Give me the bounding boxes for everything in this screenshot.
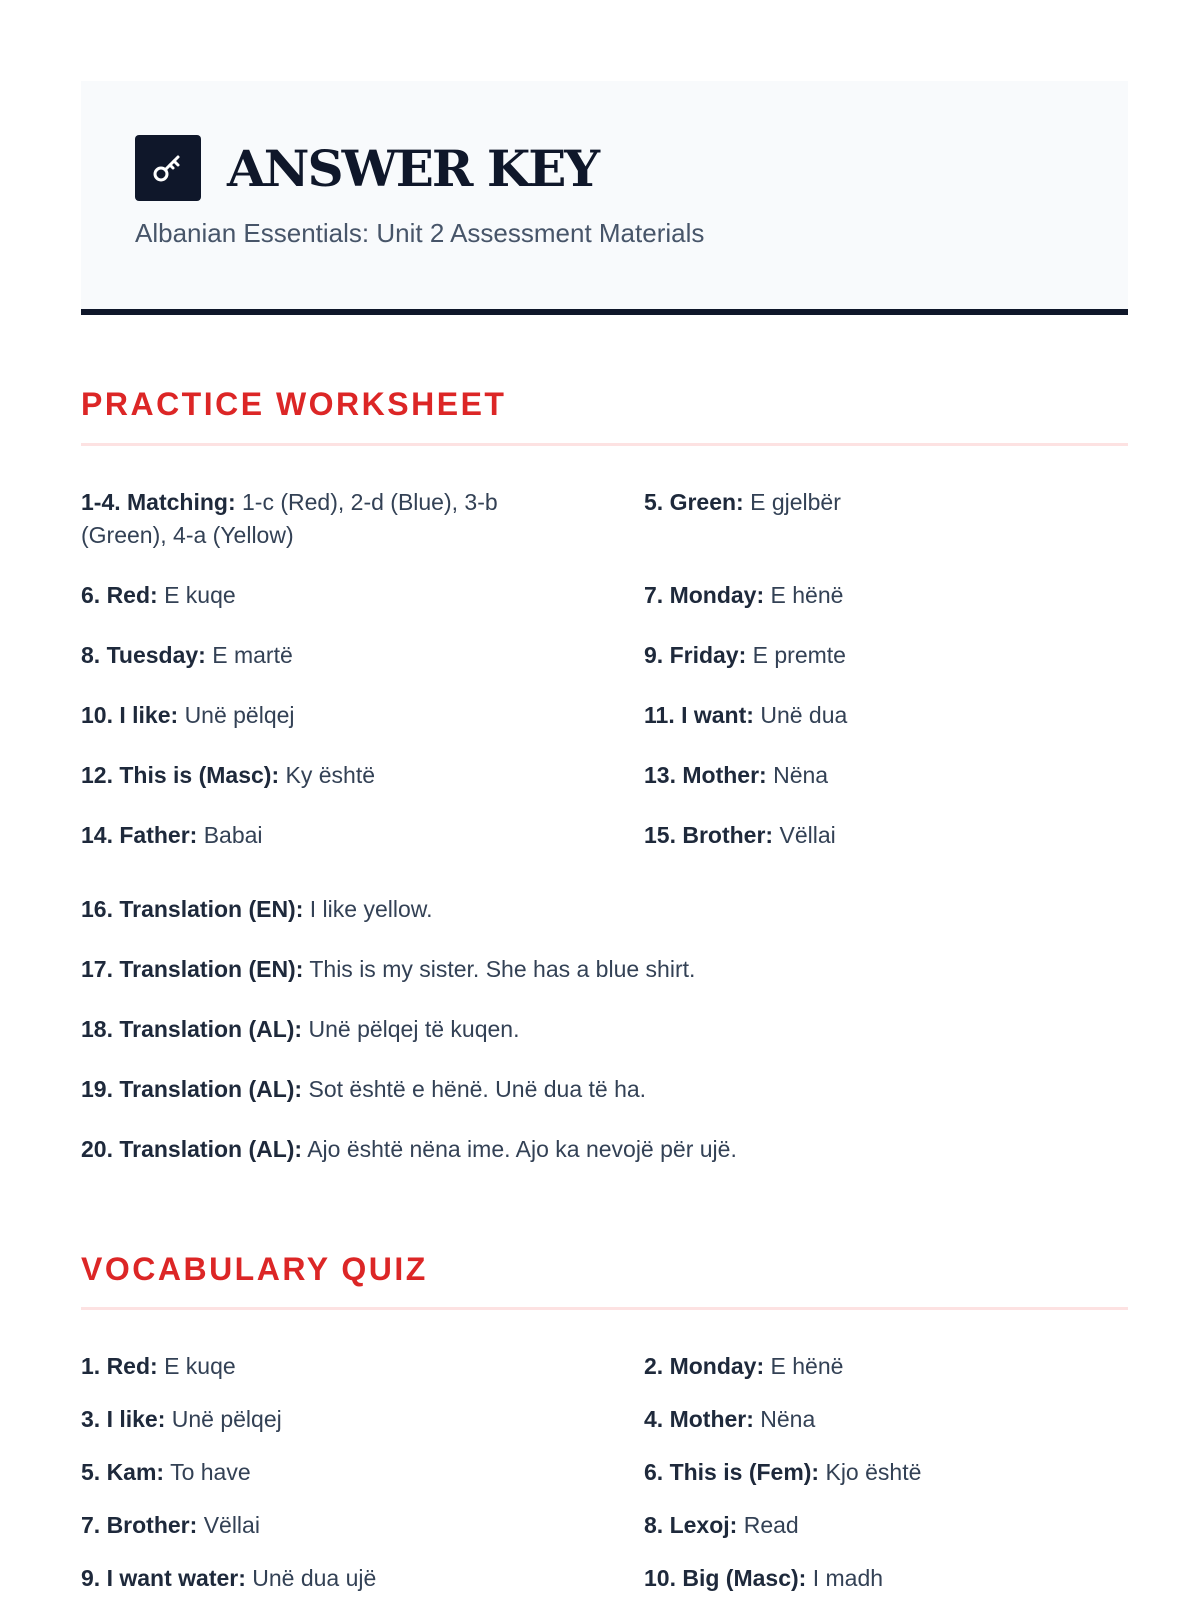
quiz-item-2 (644, 1350, 1128, 1383)
item-label: 18. Translation (AL): (81, 1016, 303, 1042)
practice-item-17 (81, 953, 1128, 986)
item-label: 17. Translation (EN): (81, 956, 304, 982)
item-label: 15. Brother: (644, 822, 774, 848)
quiz-item-6 (644, 1456, 1128, 1489)
item-label: 8. Lexoj: (644, 1512, 738, 1538)
item-label: 4. Mother: (644, 1406, 754, 1432)
item-answer: I madh (812, 1565, 884, 1591)
page-title: ANSWER KEY (227, 139, 599, 198)
item-answer: Unë pëlqej (171, 1406, 282, 1432)
item-answer: Kjo është (825, 1459, 922, 1485)
item-label: 19. Translation (AL): (81, 1076, 303, 1102)
item-answer: This is my sister. She has a blue shirt. (309, 956, 696, 982)
quiz-section-divider (81, 1307, 1128, 1310)
item-answer: Vëllai (779, 822, 836, 848)
item-answer: Unë pëlqej (184, 702, 295, 728)
practice-item-7 (644, 579, 1128, 612)
item-answer: E martë (212, 642, 293, 668)
page-header (81, 81, 1128, 315)
item-label: 13. Mother: (644, 762, 767, 788)
item-answer: Unë dua ujë (252, 1565, 377, 1591)
practice-item-16 (81, 893, 1128, 926)
practice-item-13 (644, 759, 1128, 792)
practice-item-14 (81, 819, 561, 852)
quiz-item-1 (81, 1350, 561, 1383)
practice-item-20 (81, 1133, 1128, 1166)
item-label: 5. Green: (644, 489, 744, 515)
item-label: 11. I want: (644, 702, 754, 728)
item-label: 1. Red: (81, 1353, 158, 1379)
item-answer: I like yellow. (309, 896, 433, 922)
item-answer: Read (743, 1512, 799, 1538)
item-label: 1-4. Matching: (81, 489, 236, 515)
item-answer: E hënë (770, 1353, 844, 1379)
item-answer: E hënë (770, 582, 844, 608)
item-label: 3. I like: (81, 1406, 166, 1432)
practice-item-10 (81, 699, 561, 732)
item-answer: E premte (752, 642, 846, 668)
quiz-item-3 (81, 1403, 561, 1436)
key-icon (135, 135, 201, 201)
item-answer: E kuqe (164, 1353, 236, 1379)
item-answer: Ajo është nëna ime. Ajo ka nevojë për ujë. (307, 1136, 737, 1162)
quiz-item-8 (644, 1509, 1128, 1542)
item-label: 20. Translation (AL): (81, 1136, 303, 1162)
item-label: 14. Father: (81, 822, 198, 848)
item-label: 12. This is (Masc): (81, 762, 280, 788)
practice-section-title: PRACTICE WORKSHEET (81, 386, 507, 422)
item-label: 6. This is (Fem): (644, 1459, 820, 1485)
practice-item-8 (81, 639, 561, 672)
practice-item-1-4 (81, 486, 561, 552)
item-label: 16. Translation (EN): (81, 896, 304, 922)
item-answer: E kuqe (164, 582, 236, 608)
item-answer: E gjelbër (750, 489, 841, 515)
item-label: 2. Monday: (644, 1353, 765, 1379)
item-label: 7. Brother: (81, 1512, 198, 1538)
item-label: 10. Big (Masc): (644, 1565, 807, 1591)
item-answer: Babai (203, 822, 263, 848)
item-label: 5. Kam: (81, 1459, 165, 1485)
item-answer: 1-c (Red), 2-d (Blue), 3-b (Green), 4-a (Yellow) (81, 489, 498, 548)
quiz-item-10 (644, 1562, 1128, 1595)
item-label: 10. I like: (81, 702, 179, 728)
practice-item-18 (81, 1013, 1128, 1046)
item-answer: Unë dua (760, 702, 848, 728)
quiz-item-5 (81, 1456, 561, 1489)
page-subtitle: Albanian Essentials: Unit 2 Assessment Materials (135, 218, 705, 248)
item-label: 9. Friday: (644, 642, 747, 668)
practice-item-12 (81, 759, 561, 792)
item-label: 6. Red: (81, 582, 158, 608)
practice-item-19 (81, 1073, 1128, 1106)
quiz-item-4 (644, 1403, 1128, 1436)
practice-section-divider (81, 443, 1128, 446)
item-answer: Ky është (285, 762, 376, 788)
practice-item-9 (644, 639, 1128, 672)
quiz-item-7 (81, 1509, 561, 1542)
practice-item-15 (644, 819, 1128, 852)
item-label: 7. Monday: (644, 582, 765, 608)
item-answer: Nëna (773, 762, 829, 788)
item-label: 8. Tuesday: (81, 642, 206, 668)
quiz-item-9 (81, 1562, 561, 1595)
item-answer: Vëllai (203, 1512, 260, 1538)
practice-item-11 (644, 699, 1128, 732)
item-answer: Nëna (760, 1406, 816, 1432)
item-answer: Unë pëlqej të kuqen. (308, 1016, 520, 1042)
practice-item-6 (81, 579, 561, 612)
item-answer: To have (170, 1459, 251, 1485)
item-label: 9. I want water: (81, 1565, 246, 1591)
item-answer: Sot është e hënë. Unë dua të ha. (308, 1076, 647, 1102)
quiz-section-title: VOCABULARY QUIZ (81, 1251, 428, 1287)
practice-item-5 (644, 486, 1128, 519)
